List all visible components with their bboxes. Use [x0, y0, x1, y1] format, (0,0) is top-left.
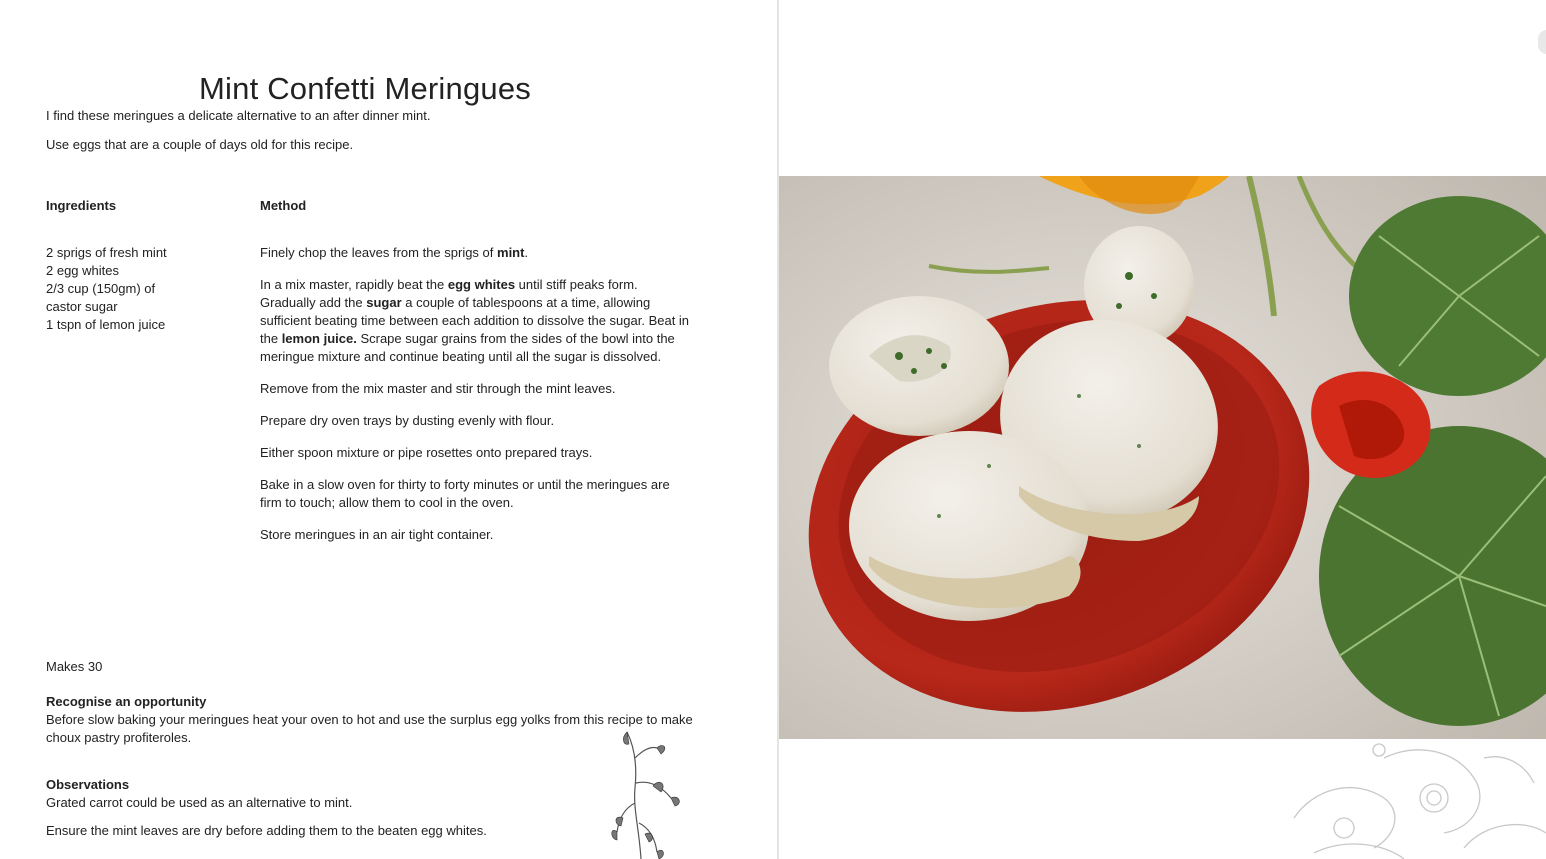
tip-heading: Recognise an opportunity	[46, 694, 207, 709]
meringue-bowl-photo	[779, 176, 1546, 739]
tip-text: Before slow baking your meringues heat your oven to hot and use the surplus egg yolks from this recipe to make choux pastry profiteroles.	[46, 712, 693, 745]
ingredient-item: 2 sprigs of fresh mint	[46, 245, 167, 260]
ingredients-list	[46, 244, 236, 334]
ingredient-item: castor sugar	[46, 299, 118, 314]
method-step-5: Either spoon mixture or pipe rosettes onto prepared trays.	[260, 445, 593, 460]
tip-section	[46, 693, 696, 747]
ingredient-item: 2/3 cup (150gm) of	[46, 281, 156, 296]
method-step-7: Store meringues in an air tight container.	[260, 527, 494, 542]
method-steps	[260, 244, 690, 558]
observation-line-1: Grated carrot could be used as an alternative to mint.	[46, 795, 353, 810]
observations-heading: Observations	[46, 777, 130, 792]
method-step-4: Prepare dry oven trays by dusting evenly with flour.	[260, 413, 555, 428]
ingredients-heading: Ingredients	[46, 198, 117, 213]
botanical-sprig-icon	[605, 728, 695, 859]
paisley-ornament-icon	[1284, 738, 1546, 859]
method-heading: Method	[260, 198, 307, 213]
right-page	[779, 0, 1546, 859]
recipe-title: Mint Confetti Meringues	[199, 70, 531, 106]
method-step-1: Finely chop the leaves from the sprigs of mint.	[260, 245, 529, 260]
page-curl	[1538, 30, 1546, 54]
meringue-photo-icon	[779, 176, 1546, 739]
method-step-2: In a mix master, rapidly beat the egg whites until stiff peaks form. Gradually add the sugar a couple of tablespoons at a time, allowing sufficient beating time between each addition to dissolve the sugar. Beat in the lemon juice. Scrape sugar grains from the sides of the bowl into the meringue mixture and continue beating until all the sugar is dissolved.	[260, 277, 690, 364]
observation-line-2: Ensure the mint leaves are dry before adding them to the beaten egg whites.	[46, 823, 487, 838]
ingredient-item: 2 egg whites	[46, 263, 119, 278]
observations-section	[46, 776, 696, 840]
ingredient-item: 1 tspn of lemon juice	[46, 317, 166, 332]
method-step-3: Remove from the mix master and stir through the mint leaves.	[260, 381, 616, 396]
method-step-6: Bake in a slow oven for thirty to forty minutes or until the meringues are firm to touch; allow them to cool in the oven.	[260, 477, 670, 510]
intro-line-1: I find these meringues a delicate alternative to an after dinner mint.	[46, 108, 431, 123]
intro-line-2: Use eggs that are a couple of days old for this recipe.	[46, 137, 354, 152]
yield-text: Makes 30	[46, 659, 103, 674]
